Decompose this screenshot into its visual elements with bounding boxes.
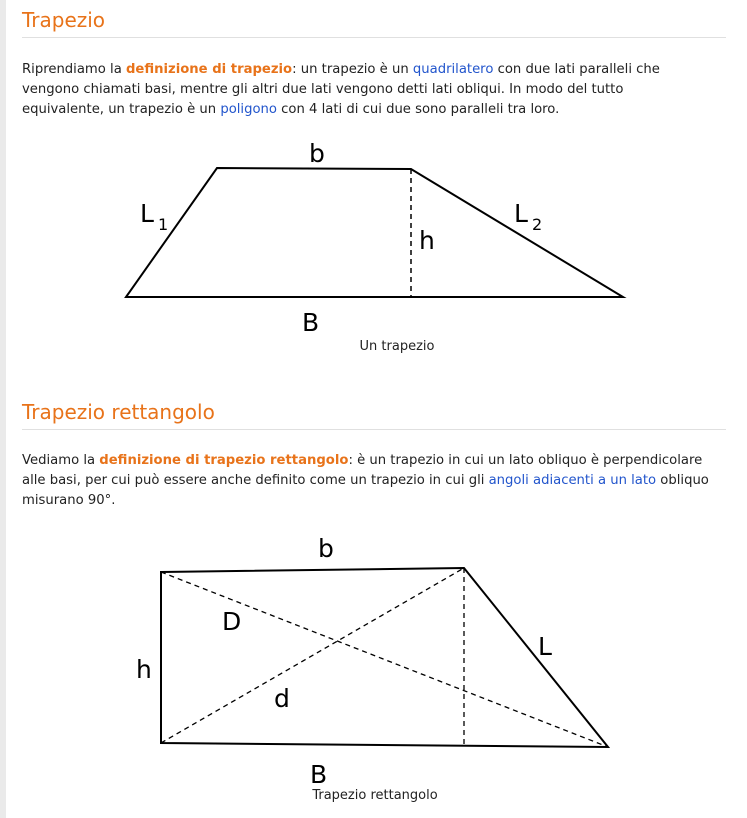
label-L1-subscript: 1 — [158, 215, 169, 234]
text-intro: Riprendiamo la — [22, 62, 126, 77]
label-h: h — [136, 655, 152, 684]
diagonal-d — [161, 568, 464, 743]
text-end: con 4 lati di cui due sono paralleli tra loro. — [276, 102, 560, 117]
trapezio-figure — [102, 135, 662, 335]
label-L: L — [538, 632, 552, 661]
link-poligono[interactable]: poligono — [220, 102, 277, 117]
text-end: obliquo misurano 90°. — [22, 473, 709, 508]
label-B: B — [302, 308, 320, 335]
definition-highlight: definizione di trapezio rettangolo — [99, 453, 349, 468]
link-angoli-adiacenti[interactable]: angoli adiacenti a un lato — [488, 473, 657, 488]
label-b: b — [309, 139, 325, 168]
section-title-trapezio-rettangolo: Trapezio rettangolo — [22, 400, 726, 430]
label-d: d — [274, 684, 290, 713]
text-mid2: con due lati paralleli che vengono chiamati basi, mentre gli altri due lati vengono detti lati obliqui. In modo del tutto equivalente, un trapezio è un — [22, 62, 660, 117]
label-h: h — [419, 226, 435, 255]
label-B: B — [310, 760, 328, 789]
figure-caption-trapezio-rettangolo: Trapezio rettangolo — [312, 788, 438, 803]
section-title-trapezio: Trapezio — [22, 8, 726, 38]
text-mid1: : è un trapezio in cui un lato obliquo è perpendicolare alle basi, per cui può essere anche definito come un trapezio in cui gli — [22, 453, 703, 488]
definition-highlight: definizione di trapezio — [125, 62, 293, 77]
text-mid1: : un trapezio è un — [292, 62, 413, 77]
label-L2: L — [514, 199, 528, 228]
label-D: D — [222, 607, 242, 636]
label-L2-subscript: 2 — [532, 215, 543, 234]
trapezio-rettangolo-figure — [122, 525, 642, 790]
paragraph-trapezio-rettangolo-definition — [22, 451, 726, 511]
link-quadrilatero[interactable]: quadrilatero — [412, 62, 494, 77]
figure-caption-trapezio: Un trapezio — [359, 339, 435, 354]
text-intro: Vediamo la — [22, 453, 100, 468]
left-sidebar-strip — [0, 0, 6, 818]
trapezoid-shape — [126, 168, 623, 297]
paragraph-trapezio-definition — [22, 60, 682, 120]
label-b: b — [318, 534, 334, 563]
label-L1: L — [140, 199, 154, 228]
